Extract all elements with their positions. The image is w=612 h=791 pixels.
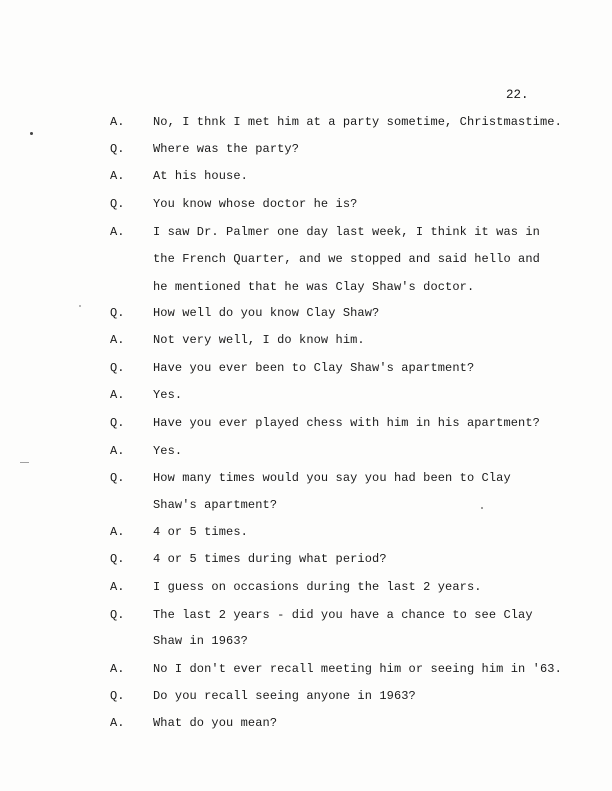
transcript-line xyxy=(0,306,612,322)
line-text: Shaw in 1963? xyxy=(153,634,248,648)
speaker-label: Q. xyxy=(110,142,125,156)
speaker-label: A. xyxy=(110,662,125,676)
line-text: You know whose doctor he is? xyxy=(153,197,358,211)
transcript-line xyxy=(0,333,612,349)
line-text: Shaw's apartment? xyxy=(153,498,278,512)
scan-speck xyxy=(30,132,33,135)
transcript-line xyxy=(0,471,612,487)
line-text: Have you ever played chess with him in his apartment? xyxy=(153,416,540,430)
line-text: At his house. xyxy=(153,169,248,183)
line-text: No, I thnk I met him at a party sometime, Christmastime. xyxy=(153,115,562,129)
speaker-label: Q. xyxy=(110,361,125,375)
transcript-line xyxy=(0,142,612,158)
transcript-line xyxy=(0,634,612,650)
line-text: Yes. xyxy=(153,444,183,458)
speaker-label: A. xyxy=(110,169,125,183)
speaker-label: Q. xyxy=(110,197,125,211)
scan-speck xyxy=(79,305,81,307)
page-number: 22. xyxy=(506,88,529,102)
line-text: 4 or 5 times. xyxy=(153,525,248,539)
speaker-label: A. xyxy=(110,444,125,458)
line-text: How many times would you say you had been to Clay xyxy=(153,471,511,485)
transcript-line xyxy=(0,444,612,460)
line-text: I saw Dr. Palmer one day last week, I think it was in xyxy=(153,225,540,239)
speaker-label: A. xyxy=(110,225,125,239)
line-text: What do you mean? xyxy=(153,716,278,730)
line-text: Have you ever been to Clay Shaw's apartment? xyxy=(153,361,475,375)
transcript-line xyxy=(0,169,612,185)
speaker-label: Q. xyxy=(110,552,125,566)
speaker-label: Q. xyxy=(110,306,125,320)
speaker-label: Q. xyxy=(110,689,125,703)
line-text: Do you recall seeing anyone in 1963? xyxy=(153,689,416,703)
transcript-line xyxy=(0,416,612,432)
transcript-line xyxy=(0,608,612,624)
speaker-label: Q. xyxy=(110,416,125,430)
transcript-line xyxy=(0,115,612,131)
line-text: The last 2 years - did you have a chance to see Clay xyxy=(153,608,533,622)
line-text: No I don't ever recall meeting him or seeing him in '63. xyxy=(153,662,562,676)
transcript-line xyxy=(0,225,612,241)
transcript-line xyxy=(0,252,612,268)
line-text: 4 or 5 times during what period? xyxy=(153,552,387,566)
speaker-label: A. xyxy=(110,580,125,594)
line-text: Where was the party? xyxy=(153,142,300,156)
speaker-label: A. xyxy=(110,525,125,539)
speaker-label: Q. xyxy=(110,471,125,485)
transcript-line xyxy=(0,662,612,678)
speaker-label: A. xyxy=(110,333,125,347)
transcript-line xyxy=(0,388,612,404)
transcript-line xyxy=(0,498,612,514)
speaker-label: A. xyxy=(110,115,125,129)
scan-speck xyxy=(481,507,483,509)
transcript-line xyxy=(0,716,612,732)
line-text: he mentioned that he was Clay Shaw's doctor. xyxy=(153,280,475,294)
speaker-label: A. xyxy=(110,716,125,730)
transcript-line xyxy=(0,580,612,596)
transcript-line xyxy=(0,552,612,568)
line-text: How well do you know Clay Shaw? xyxy=(153,306,380,320)
line-text: the French Quarter, and we stopped and said hello and xyxy=(153,252,540,266)
speaker-label: Q. xyxy=(110,608,125,622)
transcript-line xyxy=(0,361,612,377)
transcript-line xyxy=(0,525,612,541)
scan-dash xyxy=(20,462,29,463)
line-text: Not very well, I do know him. xyxy=(153,333,365,347)
line-text: I guess on occasions during the last 2 years. xyxy=(153,580,482,594)
speaker-label: A. xyxy=(110,388,125,402)
transcript-line xyxy=(0,197,612,213)
line-text: Yes. xyxy=(153,388,183,402)
transcript-line xyxy=(0,689,612,705)
transcript-line xyxy=(0,280,612,296)
